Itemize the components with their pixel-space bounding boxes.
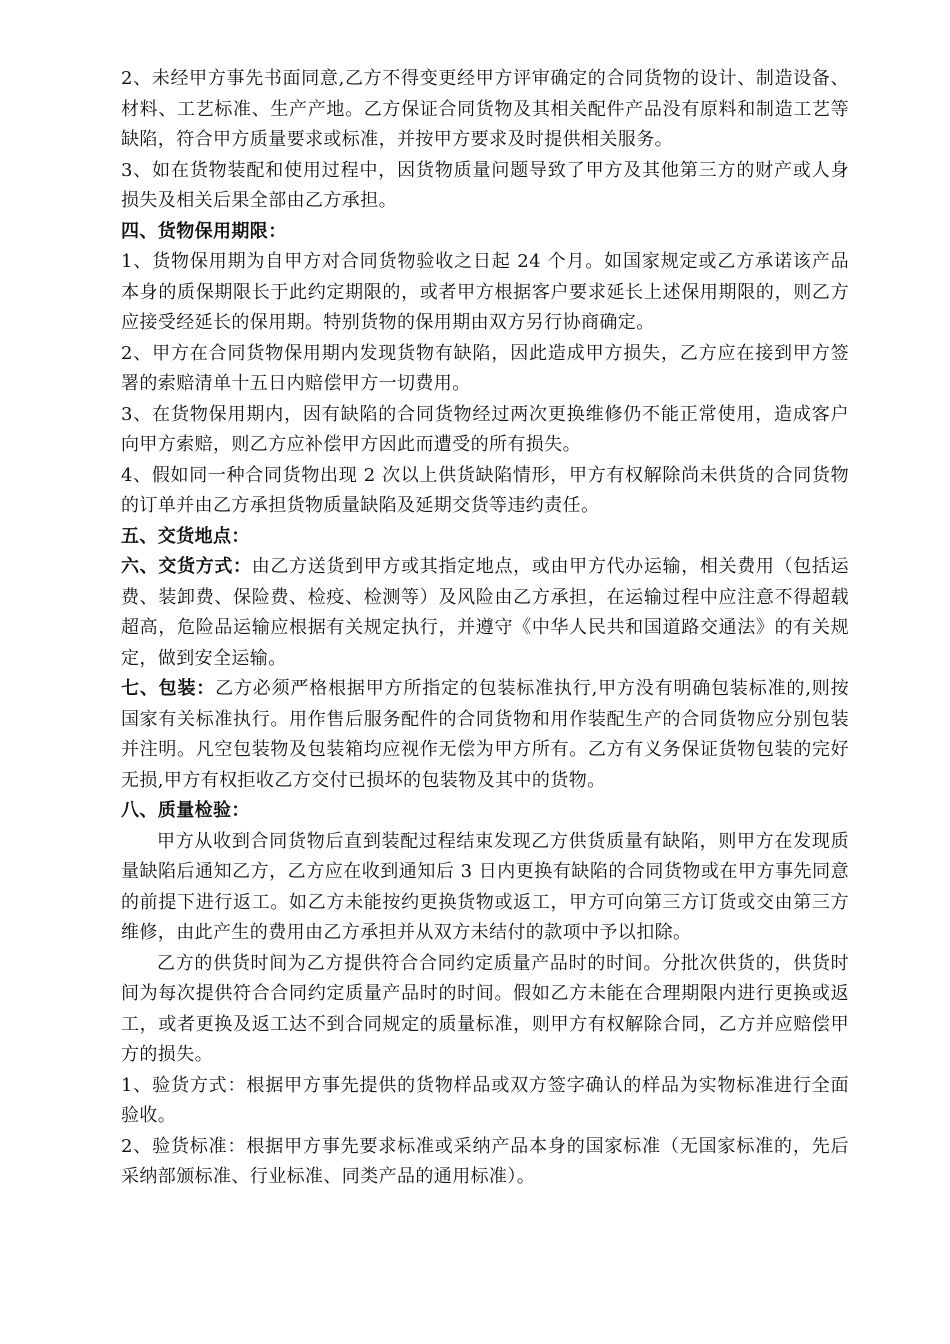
section-heading-warranty: 四、货物保用期限： — [121, 220, 287, 242]
inspection-standard-item: 2、验货标准：根据甲方事先要求标准或采纳产品本身的国家标准（无国家标准的，先后采纳部颁标准、行业标准、同类产品的通用标准）。 — [121, 1135, 849, 1187]
warranty-item-1: 1、货物保用期为自甲方对合同货物验收之日起 24 个月。如国家规定或乙方承诺该产品本身的质保期限长于此约定期限的，或者甲方根据客户要求延长上述保用期限的，则乙方应接受经延长的保用期。特别货物的保用期由双方另行协商确定。 — [121, 251, 849, 333]
packaging-paragraph — [121, 674, 849, 796]
delivery-method-paragraph — [121, 552, 849, 674]
packaging-text: 乙方必须严格根据甲方所指定的包装标准执行,甲方没有明确包装标准的,则按国家有关标准执行。用作售后服务配件的合同货物和用作装配生产的合同货物应分别包装并注明。凡空包装物及包装箱均应视作无偿为甲方所有。乙方有义务保证货物包装的完好无损,甲方有权拒收乙方交付已损坏的包装物及其中的货物。 — [121, 678, 849, 791]
quality-paragraph-2: 乙方的供货时间为乙方提供符合合同约定质量产品时的时间。分批次供货的，供货时间为每次提供符合合同约定质量产品时的时间。假如乙方未能在合理期限内进行更换或返工，或者更换及返工达不到合同规定的质量标准，则甲方有权解除合同，乙方并应赔偿甲方的损失。 — [121, 952, 849, 1065]
section-heading-delivery-place: 五、交货地点： — [121, 525, 250, 547]
warranty-item-3: 3、在货物保用期内，因有缺陷的合同货物经过两次更换维修仍不能正常使用，造成客户向甲方索赔，则乙方应补偿甲方因此而遭受的所有损失。 — [121, 403, 849, 455]
warranty-item-2: 2、甲方在合同货物保用期内发现货物有缺陷，因此造成甲方损失，乙方应在接到甲方签署的索赔清单十五日内赔偿甲方一切费用。 — [121, 342, 849, 394]
inspection-method-item: 1、验货方式：根据甲方事先提供的货物样品或双方签字确认的样品为实物标准进行全面验收。 — [121, 1074, 849, 1126]
document-page — [121, 64, 849, 1193]
clause-3-item-2: 2、未经甲方事先书面同意,乙方不得变更经甲方评审确定的合同货物的设计、制造设备、材料、工艺标准、生产产地。乙方保证合同货物及其相关配件产品没有原料和制造工艺等缺陷，符合甲方质量要求或标准，并按甲方要求及时提供相关服务。 — [121, 68, 849, 150]
warranty-item-4: 4、假如同一种合同货物出现 2 次以上供货缺陷情形，甲方有权解除尚未供货的合同货物的订单并由乙方承担货物质量缺陷及延期交货等违约责任。 — [121, 464, 849, 516]
section-heading-quality-inspection: 八、质量检验： — [121, 800, 250, 821]
delivery-method-text: 由乙方送货到甲方或其指定地点，或由甲方代办运输，相关费用（包括运费、装卸费、保险费、检疫、检测等）及风险由乙方承担，在运输过程中应注意不得超载超高，危险品运输应根据有关规定执行，并遵守《中华人民共和国道路交通法》的有关规定，做到安全运输。 — [121, 556, 849, 669]
section-heading-packaging: 七、包装： — [121, 678, 216, 699]
section-heading-delivery-method: 六、交货方式： — [121, 556, 252, 577]
quality-paragraph-1: 甲方从收到合同货物后直到装配过程结束发现乙方供货质量有缺陷，则甲方在发现质量缺陷后通知乙方，乙方应在收到通知后 3 日内更换有缺陷的合同货物或在甲方事先同意的前提下进行返工。如乙方未能按约更换货物或返工，甲方可向第三方订货或交由第三方维修，由此产生的费用由乙方承担并从双方未结付的款项中予以扣除。 — [121, 830, 849, 943]
clause-3-item-3: 3、如在货物装配和使用过程中，因货物质量问题导致了甲方及其他第三方的财产或人身损失及相关后果全部由乙方承担。 — [121, 159, 849, 211]
